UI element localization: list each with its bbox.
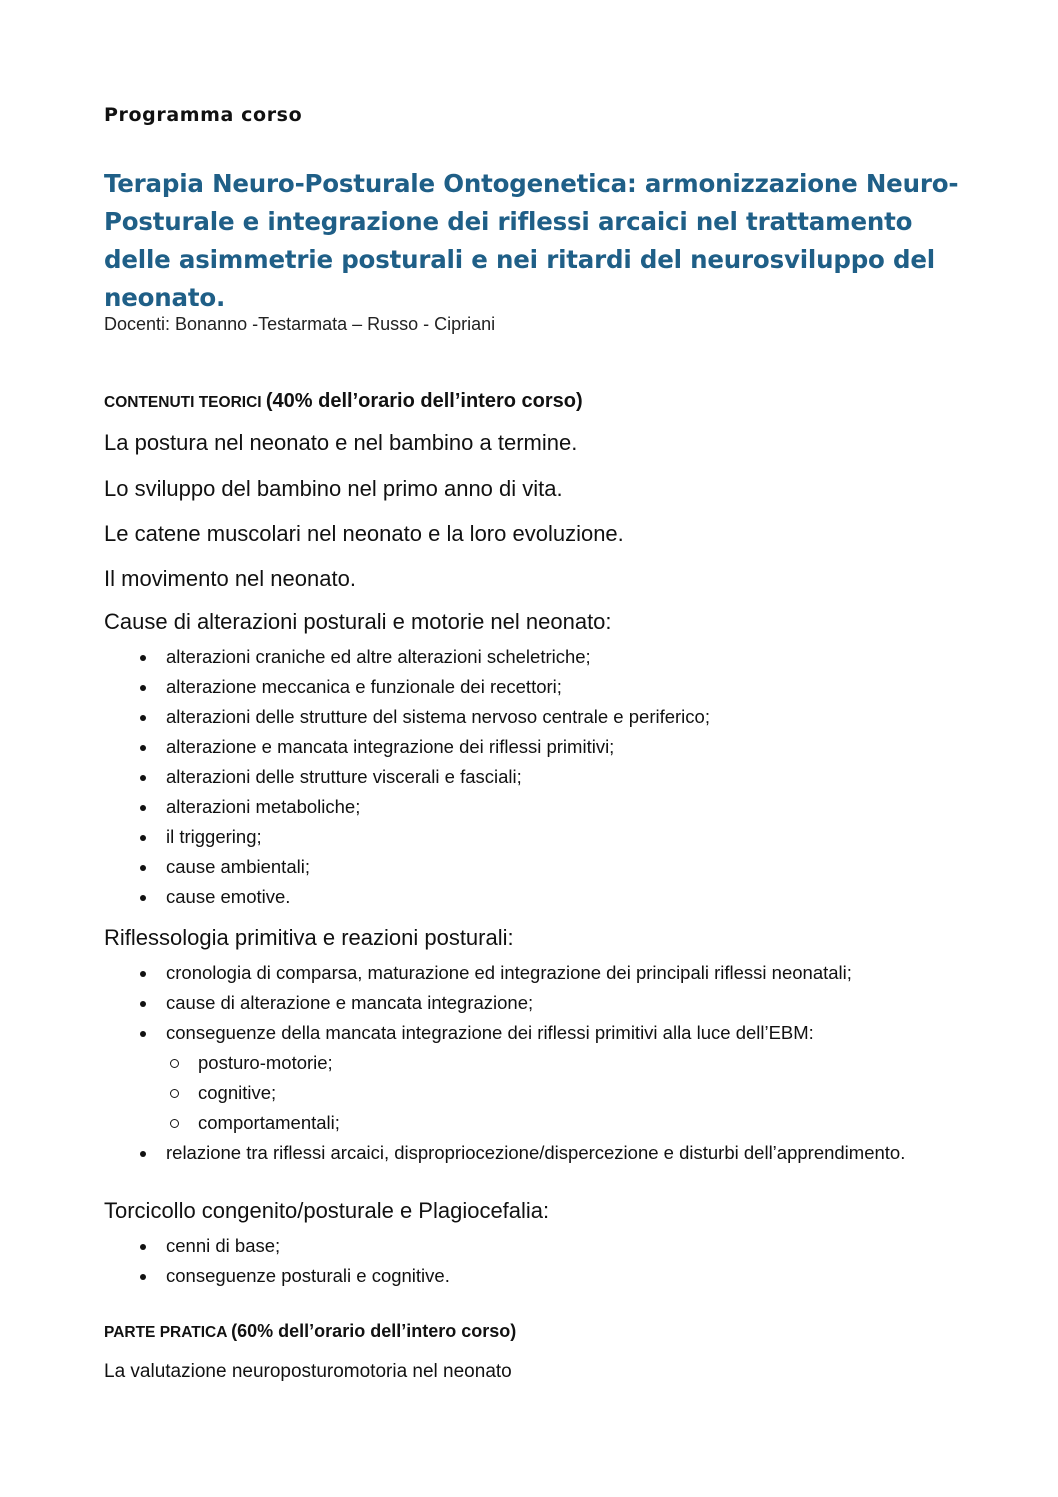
circle-bullet-icon	[170, 1089, 179, 1098]
theory-heading-percentage: (40% dell’orario dell’intero corso)	[265, 390, 583, 412]
practice-heading-label: PARTE PRATICA	[104, 1324, 232, 1341]
theory-paragraph: La postura nel neonato e nel bambino a termine.	[104, 430, 578, 455]
list-item: alterazioni delle strutture del sistema nervoso centrale e periferico;	[104, 702, 1004, 732]
sublist-item: posturo-motorie;	[104, 1048, 1004, 1078]
teachers-line: Docenti: Bonanno -Testarmata – Russo - Cipriani	[104, 314, 496, 334]
list-item: cronologia di comparsa, maturazione ed integrazione dei principali riflessi neonatali;	[104, 958, 1004, 988]
list-item: cenni di base;	[104, 1231, 1004, 1261]
list-item: alterazioni craniche ed altre alterazioni scheletriche;	[104, 642, 1004, 672]
bullet-icon	[140, 1151, 146, 1157]
list-item: cause emotive.	[104, 882, 1004, 912]
torticollis-list	[104, 1231, 1004, 1291]
bullet-icon	[140, 1001, 146, 1007]
bullet-icon	[140, 745, 146, 751]
bullet-icon	[140, 1274, 146, 1280]
practice-heading-percentage: (60% dell’orario dell’intero corso)	[231, 1321, 517, 1341]
bullet-icon	[140, 1031, 146, 1037]
theory-section-heading	[104, 390, 583, 413]
document-label: Programma corso	[104, 104, 303, 126]
list-item: conseguenze posturali e cognitive.	[104, 1261, 1004, 1291]
list-item: il triggering;	[104, 822, 1004, 852]
list-item: alterazioni delle strutture viscerali e fasciali;	[104, 762, 1004, 792]
torticollis-heading: Torcicollo congenito/posturale e Plagiocefalia:	[104, 1198, 550, 1223]
bullet-icon	[140, 685, 146, 691]
bullet-icon	[140, 655, 146, 661]
bullet-icon	[140, 775, 146, 781]
reflexology-heading: Riflessologia primitiva e reazioni posturali:	[104, 925, 514, 950]
bullet-icon	[140, 895, 146, 901]
reflexology-list	[104, 958, 1004, 1168]
list-item: cause ambientali;	[104, 852, 1004, 882]
circle-bullet-icon	[170, 1059, 179, 1068]
bullet-icon	[140, 715, 146, 721]
theory-paragraph: Lo sviluppo del bambino nel primo anno di vita.	[104, 476, 563, 501]
causes-heading: Cause di alterazioni posturali e motorie nel neonato:	[104, 609, 612, 634]
theory-heading-label: CONTENUTI TEORICI	[104, 394, 266, 411]
sublist-item: comportamentali;	[104, 1108, 1004, 1138]
practice-first-line: La valutazione neuroposturomotoria nel neonato	[104, 1361, 512, 1382]
list-item: conseguenze della mancata integrazione dei riflessi primitivi alla luce dell’EBM: posturo-motorie; cognitive; comportamentali;	[104, 1018, 1004, 1138]
list-item: alterazioni metaboliche;	[104, 792, 1004, 822]
bullet-icon	[140, 865, 146, 871]
bullet-icon	[140, 971, 146, 977]
consequences-sublist	[166, 1048, 1004, 1138]
theory-paragraph: Il movimento nel neonato.	[104, 566, 356, 591]
list-item: alterazione meccanica e funzionale dei recettori;	[104, 672, 1004, 702]
bullet-icon	[140, 835, 146, 841]
list-item: alterazione e mancata integrazione dei riflessi primitivi;	[104, 732, 1004, 762]
theory-paragraph: Le catene muscolari nel neonato e la loro evoluzione.	[104, 521, 624, 546]
sublist-item: cognitive;	[104, 1078, 1004, 1108]
list-item: relazione tra riflessi arcaici, dispropriocezione/dispercezione e disturbi dell’apprendimento.	[104, 1138, 1004, 1168]
circle-bullet-icon	[170, 1119, 179, 1128]
practice-section-heading	[104, 1321, 516, 1342]
causes-list	[104, 642, 1004, 912]
course-title: Terapia Neuro-Posturale Ontogenetica: armonizzazione Neuro-Posturale e integrazione dei riflessi arcaici nel trattamento delle asimmetrie posturali e nei ritardi del neurosviluppo del neonato.	[104, 169, 959, 312]
list-item: cause di alterazione e mancata integrazione;	[104, 988, 1004, 1018]
bullet-icon	[140, 1244, 146, 1250]
bullet-icon	[140, 805, 146, 811]
